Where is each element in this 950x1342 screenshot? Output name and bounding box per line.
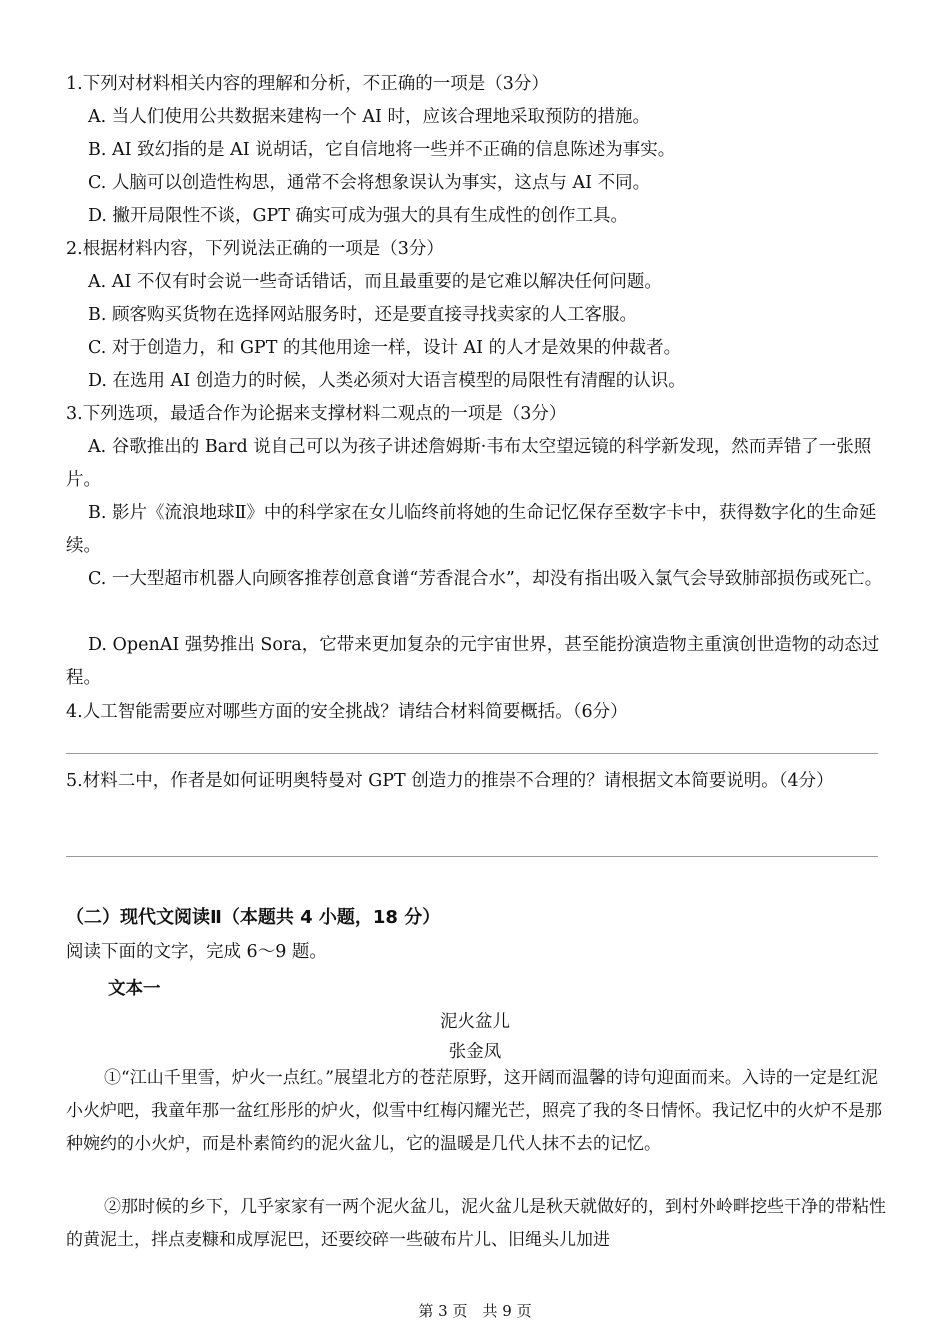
q3-stem: 3.下列选项，最适合作为论据来支撑材料二观点的一项是（3分）	[66, 404, 567, 424]
q2-option-a: A. AI 不仅有时会说一些奇话错话，而且最重要的是它难以解决任何问题。	[88, 272, 662, 292]
q1-stem: 1.下列对材料相关内容的理解和分析，不正确的一项是（3分）	[66, 74, 549, 94]
q2-option-c: C. 对于创造力，和 GPT 的其他用途一样，设计 AI 的人才是效果的仲裁者。	[88, 338, 682, 358]
q3-option-c: C. 一大型超市机器人向顾客推荐创意食谱“芳香混合水”，却没有指出吸入氯气会导致肺部损伤或死亡。	[88, 569, 883, 589]
q4-answer-line	[66, 753, 878, 754]
q2-option-d: D. 在选用 AI 创造力的时候，人类必须对大语言模型的局限性有清醒的认识。	[88, 371, 686, 391]
q2-option-b: B. 顾客购买货物在选择网站服务时，还是要直接寻找卖家的人工客服。	[88, 305, 637, 325]
q3-option-b: B. 影片《流浪地球Ⅱ》中的科学家在女儿临终前将她的生命记忆保存至数字卡中，获得数字化的生命延续。	[66, 503, 877, 556]
q2-stem: 2.根据材料内容，下列说法正确的一项是（3分）	[66, 239, 444, 259]
page-footer: 第 3 页 共 9 页	[418, 1302, 532, 1320]
q5-stem: 5.材料二中，作者是如何证明奥特曼对 GPT 创造力的推崇不合理的？请根据文本简要说明。（4分）	[66, 771, 834, 791]
q1-option-c: C. 人脑可以创造性构思，通常不会将想象误认为事实，这点与 AI 不同。	[88, 173, 651, 193]
section-heading: （二）现代文阅读Ⅱ（本题共 4 小题，18 分）	[66, 907, 441, 928]
article-author: 张金凤	[448, 1042, 502, 1062]
q3-option-a: A. 谷歌推出的 Bard 说自己可以为孩子讲述詹姆斯·韦布太空望远镜的科学新发现，然而弄错了一张照片。	[66, 437, 872, 490]
q4-stem: 4.人工智能需要应对哪些方面的安全挑战？请结合材料简要概括。（6分）	[66, 702, 628, 722]
section-instruction: 阅读下面的文字，完成 6～9 题。	[66, 942, 327, 962]
q3-option-d: D. OpenAI 强势推出 Sora，它带来更加复杂的元宇宙世界，甚至能扮演造物主重演创世造物的动态过程。	[66, 635, 880, 688]
article-title: 泥火盆儿	[440, 1012, 510, 1032]
article-paragraph-1: ①“江山千里雪，炉火一点红。”展望北方的苍茫原野，这开阔而温馨的诗句迎面而来。入诗的一定是红泥小火炉吧，我童年那一盆红彤彤的炉火，似雪中红梅闪耀光芒，照亮了我的冬日情怀。我记忆中的火炉不是那种婉约的小火炉，而是朴素简约的泥火盆儿，它的温暖是几代人抹不去的记忆。	[66, 1068, 882, 1154]
q1-option-d: D. 撇开局限性不谈，GPT 确实可成为强大的具有生成性的创作工具。	[88, 206, 629, 226]
q1-option-a: A. 当人们使用公共数据来建构一个 AI 时，应该合理地采取预防的措施。	[88, 107, 650, 127]
article-paragraph-2: ②那时候的乡下，几乎家家有一两个泥火盆儿，泥火盆儿是秋天就做好的，到村外岭畔挖些干净的带粘性的黄泥土，拌点麦糠和成厚泥巴，还要绞碎一些破布片儿、旧绳头儿加进	[66, 1197, 886, 1250]
q5-answer-line	[66, 856, 878, 857]
text-label: 文本一	[108, 979, 161, 999]
q1-option-b: B. AI 致幻指的是 AI 说胡话，它自信地将一些并不正确的信息陈述为事实。	[88, 140, 676, 160]
